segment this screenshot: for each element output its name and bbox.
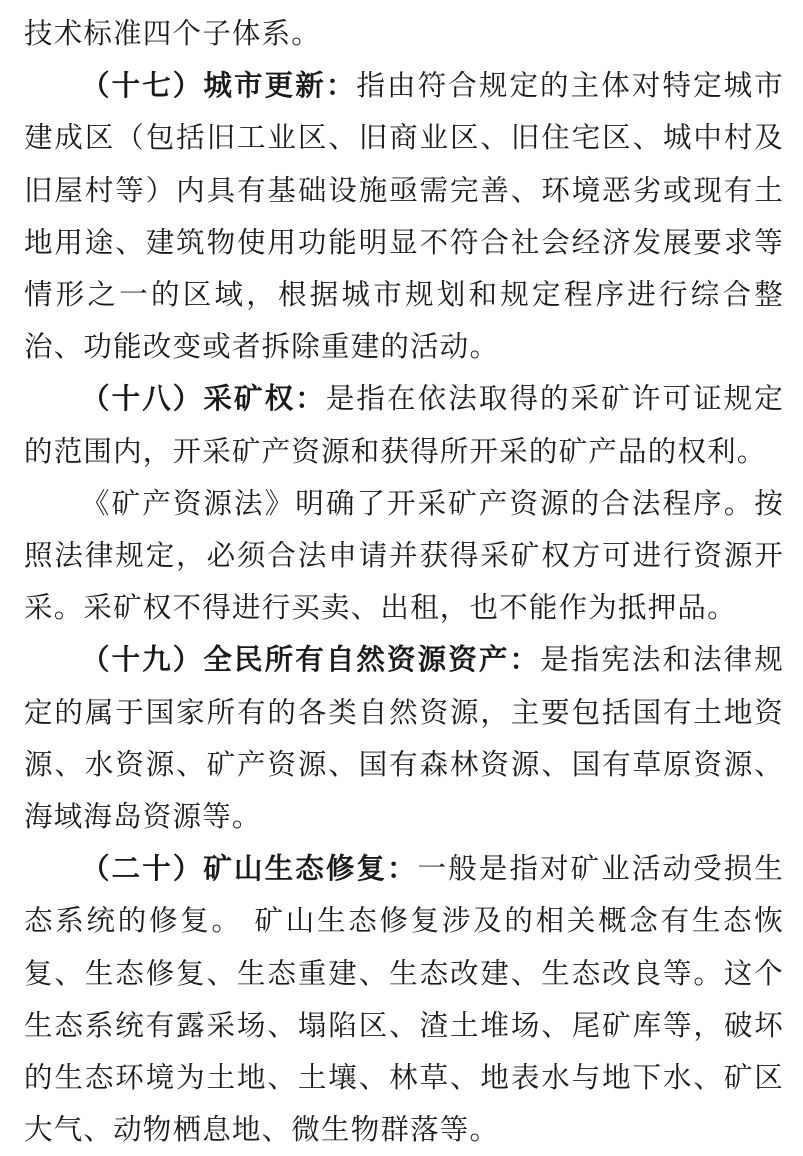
paragraph-urban-renewal [24,60,784,373]
paragraph-text: 是指宪法和法律规定的属于国家所有的各类自然资源，主要包括国有土地资源、水资源、矿产资源、国有森林资源、国有草原资源、海域海岛资源等。 [24,643,784,834]
paragraph-text: 一般是指对矿业活动受损生态系统的修复。 矿山生态修复涉及的相关概念有生态恢复、生态修复、生态重建、生态改建、生态改良等。这个生态系统有露采场、塌陷区、渣土堆场、尾矿库等，破坏的生态环境为土地、土壤、林草、地表水与地下水、矿区大气、动物栖息地、微生物群落等。 [24,852,785,1147]
paragraph-mine-eco-restoration [24,843,784,1156]
term-mining-right: （十八）采矿权： [81,382,326,416]
paragraph-text: 《矿产资源法》明确了开采矿产资源的合法程序。按照法律规定，必须合法申请并获得采矿权方可进行资源开采。采矿权不得进行买卖、出租，也不能作为抵押品。 [24,486,784,625]
paragraph-text: 技术标准四个子体系。 [24,17,322,50]
paragraph-mining-right [24,373,784,477]
document-page [24,8,784,1156]
paragraph-mineral-law [24,478,784,635]
paragraph-natural-resource-assets [24,634,784,843]
paragraph-text: 指由符合规定的主体对特定城市建成区（包括旧工业区、旧商业区、旧住宅区、城中村及旧屋村等）内具有基础设施亟需完善、环境恶劣或现有土地用途、建筑物使用功能明显不符合社会经济发展要求等情形之一的区域，根据城市规划和规定程序进行综合整治、功能改变或者拆除重建的活动。 [24,69,784,364]
term-mine-eco-restoration: （二十）矿山生态修复： [81,852,418,886]
term-urban-renewal: （十七）城市更新： [81,69,357,103]
paragraph-continuation [24,8,784,60]
paragraph-text: 是指在依法取得的采矿许可证规定的范围内，开采矿产资源和获得所开采的矿产品的权利。 [24,382,784,468]
term-natural-resource-assets: （十九）全民所有自然资源资产： [81,643,541,677]
